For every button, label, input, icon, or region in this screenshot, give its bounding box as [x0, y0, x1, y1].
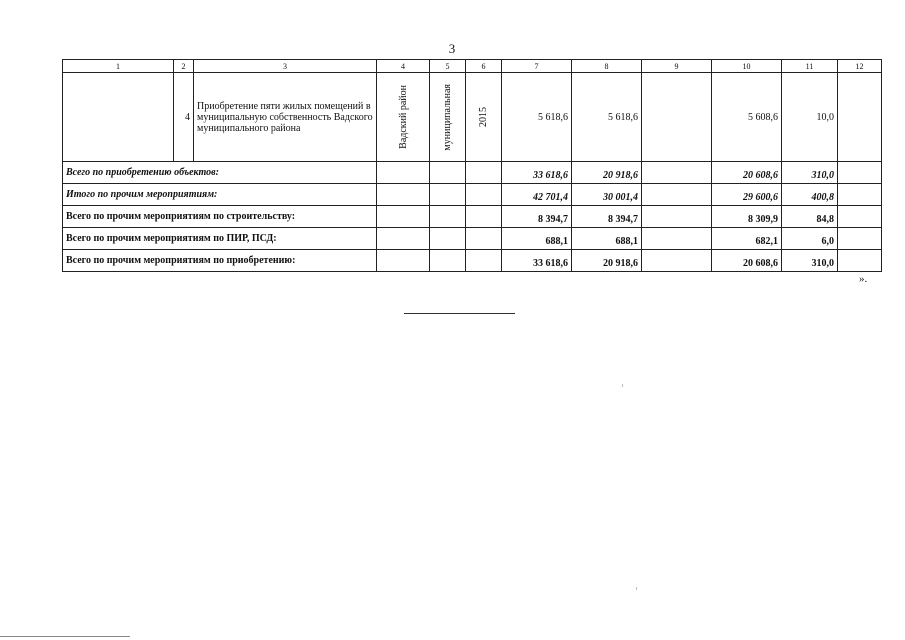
- empty-cell: [838, 184, 882, 206]
- empty-cell: [377, 250, 430, 272]
- summary-label: Всего по прочим мероприятиям по приобретению:: [63, 250, 377, 272]
- column-header: 3: [194, 60, 377, 73]
- value-cell: 8 394,7: [502, 206, 572, 228]
- value-cell: 29 600,6: [712, 184, 782, 206]
- value-cell: 10,0: [782, 73, 838, 162]
- year-cell: [466, 73, 502, 162]
- empty-cell: [838, 162, 882, 184]
- column-number-row: [63, 60, 882, 73]
- closing-quote: ».: [859, 273, 868, 285]
- value-cell: 20 608,6: [712, 162, 782, 184]
- summary-row: [63, 162, 882, 184]
- empty-cell: [377, 184, 430, 206]
- value-cell: 42 701,4: [502, 184, 572, 206]
- value-cell: 8 309,9: [712, 206, 782, 228]
- summary-row: [63, 228, 882, 250]
- column-header: 10: [712, 60, 782, 73]
- value-cell: 84,8: [782, 206, 838, 228]
- value-cell: 310,0: [782, 162, 838, 184]
- value-cell: 20 608,6: [712, 250, 782, 272]
- value-cell: [642, 250, 712, 272]
- empty-cell: [838, 250, 882, 272]
- column-header: 1: [63, 60, 174, 73]
- end-divider-line: [404, 313, 515, 314]
- empty-cell: [377, 206, 430, 228]
- budget-table: [62, 59, 882, 272]
- item-name: Приобретение пяти жилых помещений в муниципальную собственность Вадского муниципального района: [194, 73, 377, 162]
- value-cell: [642, 73, 712, 162]
- value-cell: 688,1: [572, 228, 642, 250]
- value-cell: 20 918,6: [572, 250, 642, 272]
- value-cell: 5 608,6: [712, 73, 782, 162]
- column-header: 8: [572, 60, 642, 73]
- scan-speck: [622, 384, 623, 387]
- summary-row: [63, 250, 882, 272]
- year-text: 2015: [478, 107, 489, 127]
- value-cell: [838, 73, 882, 162]
- summary-row: [63, 206, 882, 228]
- value-cell: [642, 162, 712, 184]
- item-number: 4: [174, 73, 194, 162]
- summary-label: Всего по прочим мероприятиям по строительству:: [63, 206, 377, 228]
- column-header: 9: [642, 60, 712, 73]
- value-cell: 33 618,6: [502, 250, 572, 272]
- column-header: 7: [502, 60, 572, 73]
- empty-cell: [466, 228, 502, 250]
- empty-cell: [377, 228, 430, 250]
- empty-cell: [430, 162, 466, 184]
- value-cell: 682,1: [712, 228, 782, 250]
- value-cell: 688,1: [502, 228, 572, 250]
- empty-cell: [430, 184, 466, 206]
- column-header: 11: [782, 60, 838, 73]
- scan-speck: [636, 587, 637, 590]
- value-cell: 5 618,6: [502, 73, 572, 162]
- empty-cell: [466, 250, 502, 272]
- empty-cell: [838, 228, 882, 250]
- empty-cell: [63, 73, 174, 162]
- column-header: 6: [466, 60, 502, 73]
- empty-cell: [838, 206, 882, 228]
- value-cell: [642, 206, 712, 228]
- value-cell: 400,8: [782, 184, 838, 206]
- summary-label: Всего по приобретению объектов:: [63, 162, 377, 184]
- value-cell: 310,0: [782, 250, 838, 272]
- column-header: 2: [174, 60, 194, 73]
- empty-cell: [430, 250, 466, 272]
- ownership-text: муниципальная: [442, 83, 453, 151]
- page-number: 3: [448, 41, 456, 56]
- value-cell: 30 001,4: [572, 184, 642, 206]
- ownership-cell: [430, 73, 466, 162]
- scan-edge-line: [0, 636, 130, 637]
- value-cell: 6,0: [782, 228, 838, 250]
- value-cell: 33 618,6: [502, 162, 572, 184]
- empty-cell: [466, 162, 502, 184]
- district-cell: [377, 73, 430, 162]
- summary-label: Всего по прочим мероприятиям по ПИР, ПСД:: [63, 228, 377, 250]
- value-cell: [642, 228, 712, 250]
- value-cell: 5 618,6: [572, 73, 642, 162]
- empty-cell: [466, 184, 502, 206]
- column-header: 12: [838, 60, 882, 73]
- summary-label: Итого по прочим мероприятиям:: [63, 184, 377, 206]
- empty-cell: [430, 228, 466, 250]
- value-cell: 20 918,6: [572, 162, 642, 184]
- value-cell: [642, 184, 712, 206]
- column-header: 5: [430, 60, 466, 73]
- summary-row: [63, 184, 882, 206]
- table-row: [63, 73, 882, 162]
- column-header: 4: [377, 60, 430, 73]
- empty-cell: [430, 206, 466, 228]
- empty-cell: [377, 162, 430, 184]
- district-text: Вадский район: [397, 85, 409, 149]
- value-cell: 8 394,7: [572, 206, 642, 228]
- empty-cell: [466, 206, 502, 228]
